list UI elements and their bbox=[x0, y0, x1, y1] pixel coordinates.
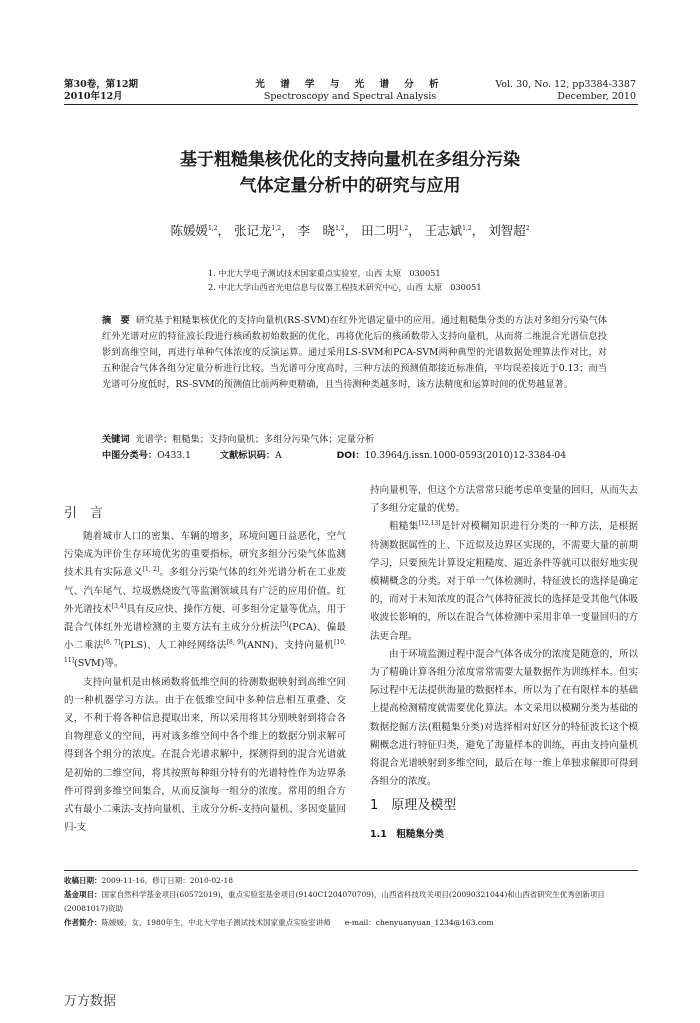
author: 陈媛媛$^{1,2}$ bbox=[170, 223, 218, 238]
title-line-1: 基于粗糙集核优化的支持向量机在多组分污染 bbox=[180, 150, 520, 170]
header-rule bbox=[64, 104, 638, 105]
classification: 中图分类号：O433.1 文献标识码：A DOI：10.3964/j.issn.1000-0593(2010)12-3384-04 bbox=[102, 450, 567, 461]
intro-left-column bbox=[64, 528, 346, 837]
author-bio: 作者简介：陈媛媛，女，1980年生，中北大学电子测试技术国家重点实验室讲师 e-mail：chenyuanyuan_1234@163.com bbox=[64, 918, 494, 927]
footnotes bbox=[64, 874, 638, 930]
affiliations bbox=[208, 266, 482, 294]
volume-issue-cn bbox=[64, 79, 138, 103]
volume-cn: 第30卷，第12期 bbox=[64, 79, 138, 90]
volume-issue-en bbox=[495, 79, 636, 103]
paper-title bbox=[100, 147, 600, 199]
journal-name-en: Spectroscopy and Spectral Analysis bbox=[263, 91, 437, 102]
doi: 10.3964/j.issn.1000-0593(2010)12-3384-04 bbox=[364, 450, 567, 461]
right-paragraph-0: 持向量机等，但这个方法常常只能考虑单变量的回归，从而失去了多组分定量的优势。 bbox=[370, 485, 638, 515]
author-list: 陈媛媛$^{1,2}$， 张记龙$^{1,2}$， 李 晓$^{1,2}$， 田二明$^{1,2}$， 王志斌$^{1,2}$， 刘智超$^2$ bbox=[170, 223, 530, 238]
right-paragraph-2: 由于环境监测过程中混合气体各成分的浓度是随意的，所以为了精确计算各组分浓度常常需要大量数据作为训练样本。但实际过程中无法提供海量的数据样本，所以为了在有限样本的基础上提高检测精度就需要优化算法。本文采用以模糊分类为基础的数据挖掘方法(粗糙集分类)对选择相对好区分的特征波长这个模糊概念进行特征归类，避免了海量样本的训练，再由支持向量机将混合光谱映射到多维空间，最后在每一维上单独求解即可得到各组分的浓度。 bbox=[370, 648, 638, 788]
section-1-heading: 1 原理及模型 bbox=[370, 798, 457, 813]
footnote-rule bbox=[64, 870, 638, 871]
received-date: 收稿日期：2009-11-16，修订日期：2010-02-18 bbox=[64, 876, 233, 885]
abstract-label: 摘 要 bbox=[102, 315, 130, 326]
keywords-label: 关键词 bbox=[102, 434, 130, 445]
intro-heading: 引 言 bbox=[64, 506, 104, 521]
title-line-2: 气体定量分析中的研究与应用 bbox=[239, 176, 461, 196]
keywords-text: 光谱学；粗糙集；支持向量机；多组分污染气体；定量分析 bbox=[135, 434, 375, 445]
author: 田二明$^{1,2}$ bbox=[361, 223, 409, 238]
watermark: 万方数据 bbox=[64, 994, 117, 1009]
right-column bbox=[370, 482, 638, 791]
author: 李 晓$^{1,2}$ bbox=[297, 223, 345, 238]
keywords-block bbox=[102, 432, 607, 464]
affiliation-2: 2. 中北大学山西省光电信息与仪器工程技术研究中心，山西 太原 030051 bbox=[208, 282, 482, 292]
section-1-1-heading: 1.1 粗糙集分类 bbox=[370, 829, 444, 840]
doc-code: A bbox=[275, 450, 282, 461]
volume-en: Vol. 30, No. 12, pp3384-3387 bbox=[495, 79, 636, 90]
journal-name bbox=[230, 79, 470, 103]
abstract bbox=[102, 313, 607, 393]
journal-name-cn: 光 谱 学 与 光 谱 分 析 bbox=[255, 79, 445, 90]
date-cn: 2010年12月 bbox=[64, 91, 123, 102]
affiliation-1: 1. 中北大学电子测试技术国家重点实验室，山西 太原 030051 bbox=[208, 268, 441, 278]
funding: 基金项目：国家自然科学基金项目(60572019)，重点实验室基金项目(9140C1204070709)，山西省科技攻关项目(20090321044)和山西省研究生优秀创新项目(20081017)资助 bbox=[64, 890, 605, 913]
abstract-text: 研究基于粗糙集核优化的支持向量机(RS-SVM)在红外光谱定量中的应用。通过粗糙集分类的方法对多组分污染气体红外光谱对应的特征波长段进行核函数初始数据的优化，再将优化后的核函数带入支持向量机，从而将二维混合光谱信息投影到高维空间，再进行单种气体浓度的反演运算。通过采用LS-SVM和PCA-SVM两种典型的光谱数据处理算法作对比，对五种混合气体各组分定量分析进行比较。当光谱可分度高时，三种方法的预测值都接近标准值，平均误差接近于0.13；而当光谱可分度低时，RS-SVM的预测值比前两种更精确，且当待测种类越多时，该方法精度和运算时间的优势越显著。 bbox=[102, 315, 608, 390]
clc-number: O433.1 bbox=[157, 450, 191, 461]
date-en: December, 2010 bbox=[557, 91, 636, 102]
author-email: e-mail：chenyuanyuan_1234@163.com bbox=[344, 918, 494, 927]
right-paragraph-1: 粗糙集[12,13]是针对模糊知识进行分类的一种方法，是根据待测数据属性的上、下近似及边界区实现的，不需要大量的前期学习，只要预先计算设定粗糙度、逼近条件等就可以很好地实现模糊概念的分类。对于单一气体检测时，特征波长的选择是确定的，而对于未知浓度的混合气体特征波长的选择是受其他气体吸收波长影响的，所以在混合气体检测中采用非单一变量回归的方法更合理。 bbox=[370, 520, 638, 642]
author: 张记龙$^{1,2}$ bbox=[234, 223, 282, 238]
intro-paragraph-2: 支持向量机是由核函数将低维空间的待测数据映射到高维空间的一种机器学习方法。由于在低维空间中多种信息相互重叠、交叉，不利于将各种信息提取出来，所以采用将其分别映射到将合各自物理意义的空间，再对该多维空间中各个维上的数据分别求解可得到各个组分的浓度。在混合光谱求解中，探测得到的混合光谱就是初始的二维空间，将其按照每种组分特有的光谱特性作为边界条件可得到多维空间集合，从而反演每一组分的浓度。常用的组合方式有最小二乘法-支持向量机、主成分分析-支持向量机、多因变量回归-支 bbox=[64, 676, 346, 834]
author: 刘智超$^2$ bbox=[488, 223, 530, 238]
keywords bbox=[102, 432, 607, 448]
intro-paragraph-1: 随着城市人口的密集、车辆的增多，环境问题日益恶化，空气污染成为评价生存环境优劣的重要指标，研究多组分污染气体监测技术具有实际意义[1, 2]。多组分污染气体的红外光谱分析在工业废气、汽车尾气、垃圾燃烧废气等监测领域具有广泛的应用价值。红外光谱技术[3,4]具有反应快、操作方便、可多组分定量等优点，用于混合气体红外光谱检测的主要方法有主成分分析法[5](PCA)、偏最小二乘法[6, 7](PLS)、人工神经网络法[8, 9](ANN)、支持向量机[10, 11](SVM)等。 bbox=[64, 531, 346, 670]
author: 王志斌$^{1,2}$ bbox=[424, 223, 472, 238]
